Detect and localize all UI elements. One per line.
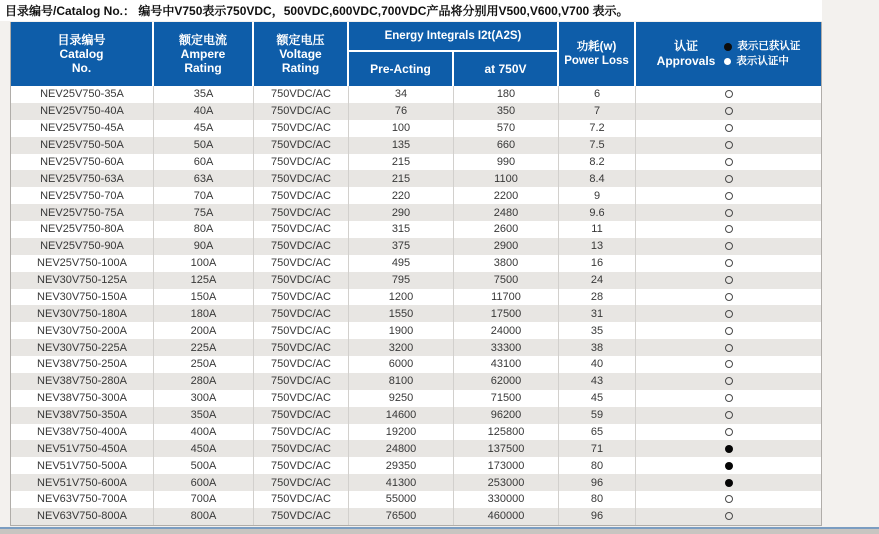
cell-at-750v: 24000 [454,322,559,339]
header-voltage-en2: Rating [281,61,320,75]
table-header [11,22,821,86]
cell-voltage: 750VDC/AC [254,154,349,171]
certified-dot-icon [724,43,732,51]
header-ampere-rating [154,22,254,86]
cell-approval [636,154,821,171]
header-power-zh: 功耗(w) [576,41,617,53]
cell-pre-acting: 3200 [349,339,454,356]
approval-status-icon [725,293,733,301]
cell-at-750v: 253000 [454,474,559,491]
cell-catalog: NEV38V750-350A [11,407,154,424]
cell-approval [636,289,821,306]
approval-status-icon [725,479,733,487]
cell-power-loss: 40 [559,356,636,373]
cell-power-loss: 16 [559,255,636,272]
cell-at-750v: 2200 [454,187,559,204]
cell-voltage: 750VDC/AC [254,204,349,221]
table-row [11,86,821,103]
approval-status-icon [725,141,733,149]
cell-approval [636,170,821,187]
cell-voltage: 750VDC/AC [254,289,349,306]
cell-power-loss: 8.2 [559,154,636,171]
cell-at-750v: 2600 [454,221,559,238]
header-catalog-zh: 目录编号 [57,33,106,47]
cell-catalog: NEV30V750-180A [11,305,154,322]
cell-approval [636,86,821,103]
cell-catalog: NEV25V750-80A [11,221,154,238]
cell-catalog: NEV30V750-200A [11,322,154,339]
table-row [11,457,821,474]
cell-at-750v: 43100 [454,356,559,373]
cell-ampere: 35A [154,86,254,103]
cell-power-loss: 6 [559,86,636,103]
cell-at-750v: 125800 [454,424,559,441]
cell-voltage: 750VDC/AC [254,407,349,424]
header-approvals [636,22,821,86]
cell-pre-acting: 14600 [349,407,454,424]
approval-status-icon [725,377,733,385]
table-row [11,272,821,289]
table-row [11,339,821,356]
cell-pre-acting: 215 [349,154,454,171]
cell-ampere: 150A [154,289,254,306]
cell-pre-acting: 290 [349,204,454,221]
cell-ampere: 225A [154,339,254,356]
cell-approval [636,255,821,272]
cell-catalog: NEV25V750-35A [11,86,154,103]
cell-ampere: 40A [154,103,254,120]
table-row [11,154,821,171]
cell-at-750v: 2900 [454,238,559,255]
cell-ampere: 125A [154,272,254,289]
approval-status-icon [725,192,733,200]
table-row [11,491,821,508]
approval-status-icon [725,512,733,520]
table-row [11,424,821,441]
pending-dot-icon [724,58,731,65]
cell-power-loss: 80 [559,491,636,508]
cell-ampere: 450A [154,440,254,457]
cell-approval [636,187,821,204]
cell-catalog: NEV25V750-60A [11,154,154,171]
cell-pre-acting: 19200 [349,424,454,441]
cell-voltage: 750VDC/AC [254,491,349,508]
cell-catalog: NEV25V750-100A [11,255,154,272]
header-voltage-rating [254,22,349,86]
cell-pre-acting: 1550 [349,305,454,322]
cell-voltage: 750VDC/AC [254,103,349,120]
bottom-edge-strip [0,529,879,534]
cell-pre-acting: 6000 [349,356,454,373]
cell-approval [636,356,821,373]
approval-status-icon [725,445,733,453]
cell-ampere: 700A [154,491,254,508]
cell-power-loss: 24 [559,272,636,289]
cell-approval [636,424,821,441]
cell-at-750v: 1100 [454,170,559,187]
approval-status-icon [725,158,733,166]
cell-at-750v: 3800 [454,255,559,272]
approval-status-icon [725,276,733,284]
header-energy-label: Energy Integrals I2t(A2S) [384,30,522,42]
cell-voltage: 750VDC/AC [254,457,349,474]
cell-catalog: NEV51V750-450A [11,440,154,457]
cell-voltage: 750VDC/AC [254,120,349,137]
cell-at-750v: 460000 [454,508,559,525]
cell-catalog: NEV25V750-45A [11,120,154,137]
cell-approval [636,491,821,508]
cell-catalog: NEV38V750-280A [11,373,154,390]
cell-ampere: 70A [154,187,254,204]
cell-at-750v: 660 [454,137,559,154]
cell-at-750v: 17500 [454,305,559,322]
cell-voltage: 750VDC/AC [254,170,349,187]
approval-status-icon [725,242,733,250]
cell-approval [636,272,821,289]
cell-catalog: NEV63V750-700A [11,491,154,508]
cell-pre-acting: 41300 [349,474,454,491]
cell-power-loss: 13 [559,238,636,255]
cell-voltage: 750VDC/AC [254,187,349,204]
cell-catalog: NEV30V750-150A [11,289,154,306]
cell-voltage: 750VDC/AC [254,137,349,154]
cell-pre-acting: 220 [349,187,454,204]
header-pre-acting-label: Pre-Acting [370,62,431,76]
cell-voltage: 750VDC/AC [254,86,349,103]
cell-pre-acting: 76500 [349,508,454,525]
cell-at-750v: 173000 [454,457,559,474]
cell-voltage: 750VDC/AC [254,255,349,272]
cell-at-750v: 33300 [454,339,559,356]
table-row [11,356,821,373]
cell-power-loss: 8.4 [559,170,636,187]
cell-power-loss: 11 [559,221,636,238]
cell-voltage: 750VDC/AC [254,238,349,255]
cell-power-loss: 7.5 [559,137,636,154]
cell-ampere: 250A [154,356,254,373]
cell-catalog: NEV30V750-125A [11,272,154,289]
header-at-750v-label: at 750V [484,62,527,76]
cell-approval [636,204,821,221]
approval-status-icon [725,259,733,267]
approval-status-icon [725,124,733,132]
cell-power-loss: 31 [559,305,636,322]
cell-at-750v: 11700 [454,289,559,306]
cell-ampere: 800A [154,508,254,525]
cell-ampere: 80A [154,221,254,238]
cell-voltage: 750VDC/AC [254,373,349,390]
cell-pre-acting: 76 [349,103,454,120]
cell-pre-acting: 29350 [349,457,454,474]
cell-catalog: NEV51V750-600A [11,474,154,491]
cell-approval [636,103,821,120]
cell-power-loss: 71 [559,440,636,457]
cell-approval [636,440,821,457]
cell-catalog: NEV38V750-250A [11,356,154,373]
cell-power-loss: 80 [559,457,636,474]
header-catalog-en1: Catalog [59,47,104,61]
cell-voltage: 750VDC/AC [254,322,349,339]
approval-status-icon [725,394,733,402]
cell-ampere: 280A [154,373,254,390]
cell-catalog: NEV63V750-800A [11,508,154,525]
header-at-750v [454,52,559,86]
header-power-en: Power Loss [564,55,629,67]
table-row [11,103,821,120]
cell-power-loss: 9.6 [559,204,636,221]
header-catalog-en2: No. [71,61,92,75]
cell-approval [636,339,821,356]
cell-voltage: 750VDC/AC [254,356,349,373]
legend-certified-label: 表示已获认证 [737,40,801,52]
cell-at-750v: 96200 [454,407,559,424]
table-row [11,474,821,491]
cell-power-loss: 65 [559,424,636,441]
cell-approval [636,474,821,491]
cell-voltage: 750VDC/AC [254,339,349,356]
cell-power-loss: 35 [559,322,636,339]
cell-pre-acting: 55000 [349,491,454,508]
cell-approval [636,508,821,525]
cell-power-loss: 45 [559,390,636,407]
header-catalog-no [11,22,154,86]
cell-approval [636,137,821,154]
cell-approval [636,373,821,390]
cell-at-750v: 137500 [454,440,559,457]
legend-certified [724,41,800,52]
cell-ampere: 100A [154,255,254,272]
cell-ampere: 500A [154,457,254,474]
cell-catalog: NEV25V750-90A [11,238,154,255]
cell-approval [636,238,821,255]
table-row [11,187,821,204]
cell-power-loss: 43 [559,373,636,390]
header-power-loss [559,22,636,86]
approval-status-icon [725,360,733,368]
header-ampere-en2: Rating [184,61,222,75]
legend-pending [724,56,800,67]
cell-ampere: 180A [154,305,254,322]
table-row [11,289,821,306]
approval-status-icon [725,107,733,115]
cell-power-loss: 7 [559,103,636,120]
cell-approval [636,457,821,474]
table-row [11,508,821,525]
approval-status-icon [725,209,733,217]
table-row [11,305,821,322]
cell-ampere: 63A [154,170,254,187]
cell-pre-acting: 100 [349,120,454,137]
cell-pre-acting: 795 [349,272,454,289]
table-row [11,440,821,457]
cell-pre-acting: 1200 [349,289,454,306]
table-row [11,322,821,339]
table-body [11,86,821,525]
cell-pre-acting: 9250 [349,390,454,407]
cell-ampere: 50A [154,137,254,154]
cell-voltage: 750VDC/AC [254,508,349,525]
cell-pre-acting: 8100 [349,373,454,390]
cell-pre-acting: 1900 [349,322,454,339]
cell-ampere: 400A [154,424,254,441]
cell-pre-acting: 315 [349,221,454,238]
table-row [11,407,821,424]
cell-catalog: NEV25V750-63A [11,170,154,187]
cell-voltage: 750VDC/AC [254,474,349,491]
table-row [11,137,821,154]
header-ampere-en1: Ampere [180,47,226,61]
header-voltage-zh: 额定电压 [276,33,325,47]
cell-power-loss: 28 [559,289,636,306]
cell-at-750v: 350 [454,103,559,120]
table-row [11,170,821,187]
header-approvals-zh: 认证 [673,39,698,53]
cell-approval [636,407,821,424]
approval-status-icon [725,495,733,503]
fuse-spec-table [10,22,822,526]
cell-power-loss: 59 [559,407,636,424]
table-row [11,221,821,238]
cell-power-loss: 96 [559,474,636,491]
header-approvals-en: Approvals [656,54,716,68]
cell-pre-acting: 24800 [349,440,454,457]
header-pre-acting [349,52,454,86]
header-voltage-en1: Voltage [279,47,322,61]
cell-ampere: 300A [154,390,254,407]
cell-power-loss: 7.2 [559,120,636,137]
cell-power-loss: 96 [559,508,636,525]
cell-at-750v: 71500 [454,390,559,407]
legend-pending-label: 表示认证中 [736,55,789,67]
cell-catalog: NEV25V750-40A [11,103,154,120]
cell-voltage: 750VDC/AC [254,272,349,289]
cell-pre-acting: 34 [349,86,454,103]
cell-catalog: NEV38V750-400A [11,424,154,441]
table-row [11,204,821,221]
cell-ampere: 200A [154,322,254,339]
catalog-note-text: 目录编号/Catalog No.： 编号中V750表示750VDC，500VDC,600VDC,700VDC产品将分别用V500,V600,V700 表示。 [5,4,629,18]
cell-ampere: 60A [154,154,254,171]
cell-ampere: 350A [154,407,254,424]
approval-status-icon [725,90,733,98]
cell-voltage: 750VDC/AC [254,390,349,407]
cell-approval [636,221,821,238]
cell-pre-acting: 495 [349,255,454,272]
cell-voltage: 750VDC/AC [254,305,349,322]
cell-at-750v: 570 [454,120,559,137]
approval-status-icon [725,327,733,335]
cell-at-750v: 2480 [454,204,559,221]
cell-ampere: 90A [154,238,254,255]
cell-approval [636,305,821,322]
cell-power-loss: 38 [559,339,636,356]
page-title [0,0,822,21]
cell-ampere: 45A [154,120,254,137]
cell-voltage: 750VDC/AC [254,221,349,238]
approval-status-icon [725,175,733,183]
table-row [11,120,821,137]
cell-approval [636,390,821,407]
approval-status-icon [725,411,733,419]
approvals-title [657,39,716,69]
cell-pre-acting: 215 [349,170,454,187]
cell-voltage: 750VDC/AC [254,424,349,441]
cell-at-750v: 62000 [454,373,559,390]
approval-status-icon [725,428,733,436]
cell-catalog: NEV25V750-50A [11,137,154,154]
cell-ampere: 75A [154,204,254,221]
cell-approval [636,322,821,339]
table-row [11,373,821,390]
cell-pre-acting: 375 [349,238,454,255]
approval-status-icon [725,462,733,470]
cell-approval [636,120,821,137]
cell-catalog: NEV30V750-225A [11,339,154,356]
cell-catalog: NEV25V750-70A [11,187,154,204]
cell-at-750v: 7500 [454,272,559,289]
cell-at-750v: 990 [454,154,559,171]
cell-catalog: NEV51V750-500A [11,457,154,474]
approval-status-icon [725,310,733,318]
table-row [11,390,821,407]
cell-catalog: NEV25V750-75A [11,204,154,221]
table-row [11,238,821,255]
cell-at-750v: 330000 [454,491,559,508]
approvals-legend [724,41,800,67]
cell-power-loss: 9 [559,187,636,204]
approval-status-icon [725,344,733,352]
cell-catalog: NEV38V750-300A [11,390,154,407]
cell-voltage: 750VDC/AC [254,440,349,457]
table-row [11,255,821,272]
header-ampere-zh: 额定电流 [178,33,227,47]
header-energy-integrals [349,22,559,52]
approval-status-icon [725,225,733,233]
cell-pre-acting: 135 [349,137,454,154]
cell-at-750v: 180 [454,86,559,103]
cell-ampere: 600A [154,474,254,491]
